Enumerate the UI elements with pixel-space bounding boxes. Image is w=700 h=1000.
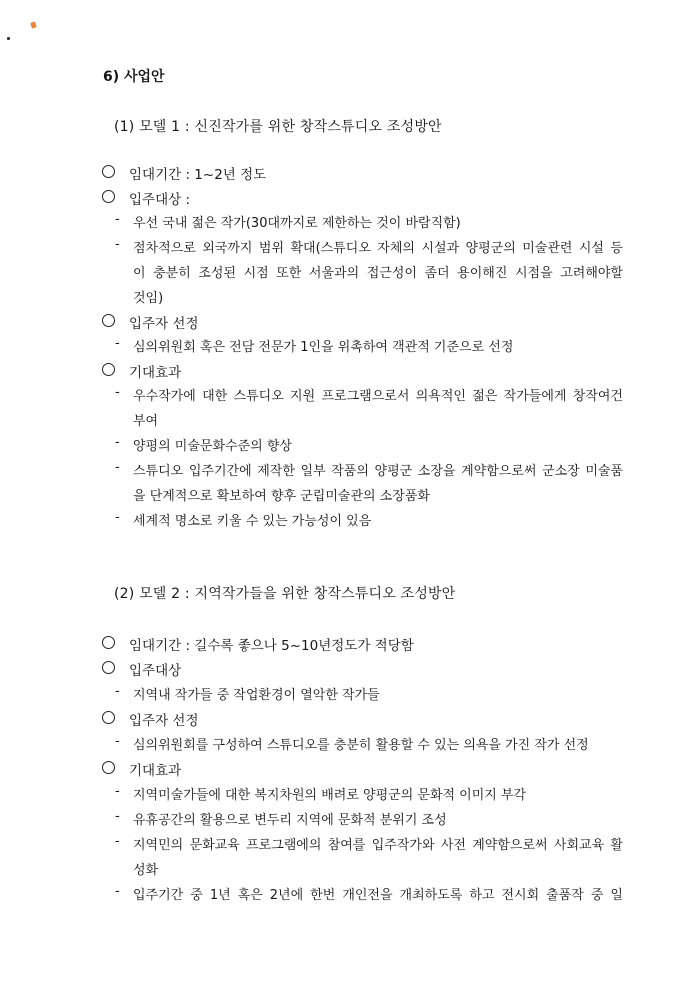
model2-selection-1: 심의위원회를 구성하여 스튜디오를 충분히 활용할 수 있는 의욕을 가진 작가 선정 — [133, 738, 589, 753]
model2-effects-1: 지역미술가들에 대한 복지차원의 배려로 양평군의 문화적 이미지 부각 — [133, 788, 527, 803]
model1-effects-4: 세계적 명소로 키울 수 있는 가능성이 있음 — [133, 514, 372, 529]
model1-effects-3a: 스튜디오 입주기간에 제작한 일부 작품의 양평군 소장을 계약함으로써 군소장 미술품 — [133, 464, 623, 479]
dash-bullet: - — [115, 510, 120, 525]
circle-bullet-icon — [102, 363, 115, 376]
model2-effects-3b: 성화 — [133, 863, 159, 878]
model1-residents-2a: 점차적으로 외국까지 범위 확대(스튜디오 자체의 시설과 양평군의 미술관련 시설 등 — [133, 241, 623, 256]
dash-bullet: - — [115, 435, 120, 450]
dash-bullet: - — [115, 884, 120, 899]
dash-bullet: - — [115, 460, 120, 475]
dash-bullet: - — [115, 809, 120, 824]
model1-residents-label: 입주대상 : — [129, 192, 191, 208]
circle-bullet-icon — [102, 190, 115, 203]
model1-residents-2c: 것임) — [133, 291, 164, 306]
model1-effects-3b: 을 단계적으로 확보하여 향후 군립미술관의 소장품화 — [133, 489, 430, 504]
model2-title: (2) 모델 2 : 지역작가들을 위한 창작스튜디오 조성방안 — [114, 586, 456, 602]
circle-bullet-icon — [102, 761, 115, 774]
scan-mark-dot — [7, 37, 10, 40]
dash-bullet: - — [115, 834, 120, 849]
model1-selection-label: 입주자 선정 — [129, 316, 199, 332]
circle-bullet-icon — [102, 314, 115, 327]
model2-residents-label: 입주대상 — [129, 663, 182, 679]
scan-mark-orange — [30, 21, 37, 28]
model1-effects-label: 기대효과 — [129, 365, 182, 381]
circle-bullet-icon — [102, 165, 115, 178]
model2-selection-label: 입주자 선정 — [129, 713, 199, 729]
model1-lease-period: 임대기간 : 1~2년 정도 — [129, 167, 267, 183]
dash-bullet: - — [115, 784, 120, 799]
dash-bullet: - — [115, 212, 120, 227]
model2-lease-period: 임대기간 : 길수록 좋으나 5~10년정도가 적당함 — [129, 638, 414, 654]
dash-bullet: - — [115, 385, 120, 400]
circle-bullet-icon — [102, 636, 115, 649]
dash-bullet: - — [115, 734, 120, 749]
model1-selection-1: 심의위원회 혹은 전담 전문가 1인을 위촉하여 객관적 기준으로 선정 — [133, 340, 514, 355]
section-title: 6) 사업안 — [103, 69, 165, 85]
model1-effects-2: 양평의 미술문화수준의 향상 — [133, 439, 292, 454]
model2-effects-label: 기대효과 — [129, 763, 182, 779]
dash-bullet: - — [115, 237, 120, 252]
circle-bullet-icon — [102, 711, 115, 724]
model1-residents-2b: 이 충분히 조성된 시점 또한 서울과의 접근성이 좀더 용이해진 시점을 고려해야할 — [133, 266, 623, 281]
circle-bullet-icon — [102, 661, 115, 674]
model2-effects-2: 유휴공간의 활용으로 변두리 지역에 문화적 분위기 조성 — [133, 813, 447, 828]
dash-bullet: - — [115, 684, 120, 699]
model1-effects-1b: 부여 — [133, 414, 159, 429]
model1-residents-1: 우선 국내 젊은 작가(30대까지로 제한하는 것이 바람직함) — [133, 216, 461, 231]
dash-bullet: - — [115, 336, 120, 351]
model2-effects-4: 입주기간 중 1년 혹은 2년에 한번 개인전을 개최하도록 하고 전시회 출품작 중 일 — [133, 888, 623, 903]
model1-title: (1) 모델 1 : 신진작가를 위한 창작스튜디오 조성방안 — [114, 119, 442, 135]
model2-residents-1: 지역내 작가들 중 작업환경이 열악한 작가들 — [133, 688, 380, 703]
model2-effects-3a: 지역민의 문화교육 프로그램에의 참여를 입주작가와 사전 계약함으로써 사회교육 활 — [133, 838, 623, 853]
model1-effects-1a: 우수작가에 대한 스튜디오 지원 프로그램으로서 의욕적인 젊은 작가들에게 창작여건 — [133, 389, 623, 404]
